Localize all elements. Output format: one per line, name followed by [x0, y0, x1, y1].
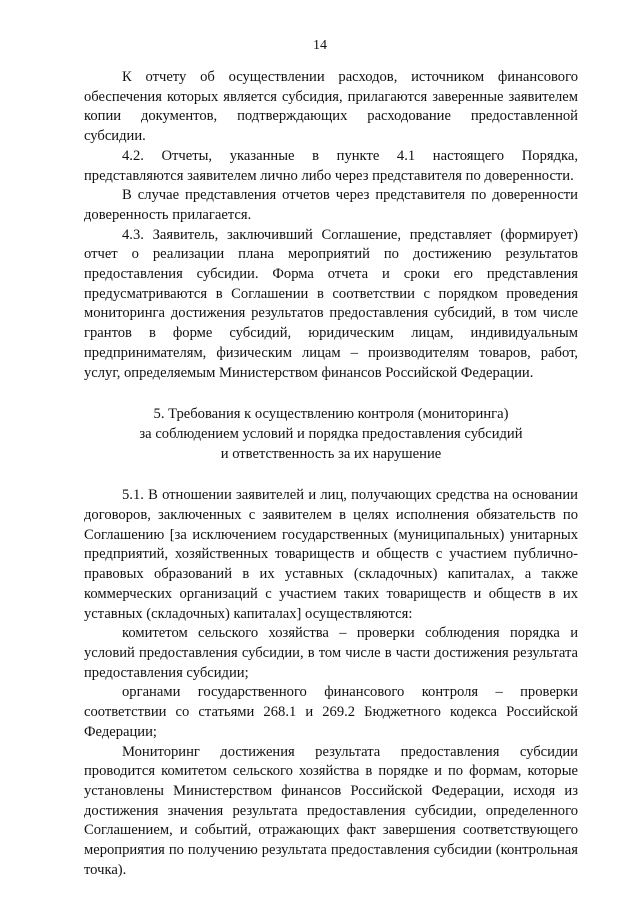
paragraph-monitoring: Мониторинг достижения результата предоставления субсидии проводится комитетом сельского хозяйства в порядке и по формам, которые установлены Министерством финансов Российской Федерации, исходя из достижения значения результата предоставления субсидии, определенного Соглашением, и событий, отражающих факт завершения соответствующего мероприятия по получению результата предоставления субсидии (контрольная точка).: [84, 743, 578, 878]
page-number: 14: [313, 38, 327, 53]
heading-line: за соблюдением условий и порядка предоставления субсидий: [139, 425, 523, 442]
paragraph-report-attachments: К отчету об осуществлении расходов, источником финансового обеспечения которых является субсидия, прилагаются заверенные заявителем копии документов, подтверждающих расходование предоставленной субсидии.: [84, 69, 578, 145]
heading-line: 5. Требования к осуществлению контроля (мониторинга): [153, 406, 509, 423]
paragraph-committee-checks: комитетом сельского хозяйства – проверки соблюдения порядка и условий предоставления субсидии, в том числе в части достижения результата предоставления субсидии;: [84, 625, 578, 681]
paragraph-4-3: 4.3. Заявитель, заключивший Соглашение, представляет (формирует) отчет о реализации плана мероприятий по достижению результатов предоставления субсидии. Форма отчета и сроки его представления предусматриваются в Соглашении в соответствии с порядком проведения мониторинга достижения результатов предоставления субсидий, в том числе грантов в форме субсидий, юридическим лицам, индивидуальным предпринимателям, физическим лицам – производителям товаров, работ, услуг, определяемым Министерством финансов Российской Федерации.: [84, 226, 578, 381]
section-5-heading: [84, 405, 578, 464]
paragraph-4-2: 4.2. Отчеты, указанные в пункте 4.1 настоящего Порядка, представляются заявителем лично либо через представителя по доверенности.: [84, 147, 578, 184]
paragraph-financial-control: органами государственного финансового контроля – проверки соответствии со статьями 268.1 и 269.2 Бюджетного кодекса Российской Федерации;: [84, 684, 578, 740]
paragraph-power-of-attorney: В случае представления отчетов через представителя по доверенности доверенность прилагается.: [84, 187, 578, 223]
document-body: [84, 68, 578, 880]
heading-line: и ответственность за их нарушение: [220, 445, 442, 462]
paragraph-5-1: 5.1. В отношении заявителей и лиц, получающих средства на основании договоров, заключенных с заявителем в целях исполнения обязательств по Соглашению [за исключением государственных (муниципальных) унитарных предприятий, хозяйственных товариществ и обществ с участием публично-правовых образований в их уставных (складочных) капиталах, а также коммерческих организаций с участием таких товариществ и обществ в их уставных (складочных) капиталах] осуществляются:: [84, 487, 578, 622]
